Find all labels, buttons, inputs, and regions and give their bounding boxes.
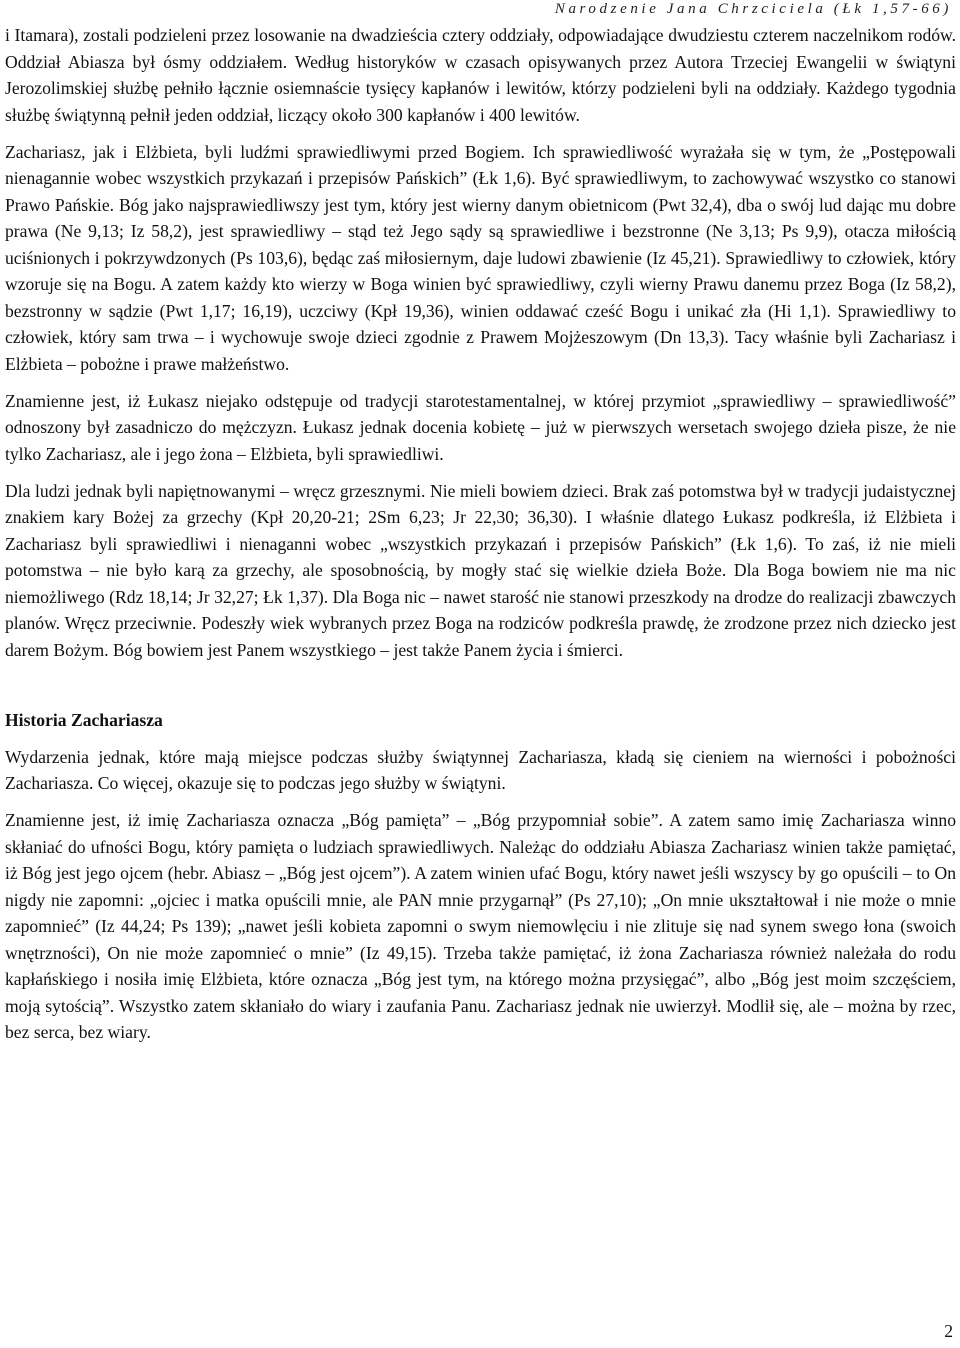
section-paragraph-1: Wydarzenia jednak, które mają miejsce podczas służby świątynnej Zachariasza, kładą się cieniem na wierności i pobożności Zachariasza. Co więcej, okazuje się to podczas jego służby w świątyni. <box>5 746 956 793</box>
running-header: Narodzenie Jana Chrzciciela (Łk 1,57-66) <box>554 1 952 17</box>
document-body <box>5 22 956 1056</box>
paragraph-1: i Itamara), zostali podzieleni przez losowanie na dwadzieścia cztery oddziały, odpowiadające dwudziestu czterem naczelnikom rodów. Oddział Abiasza był ósmy oddziałem. Według historyków w czasach opisywanych przez Autora Trzeciej Ewangelii w świątyni Jerozolimskiej służbę pełniło łącznie osiemnaście tysięcy kapłanów i lewitów, którzy podzieleni byli na oddziały. Każdego tygodnia służbę świątynną pełnił jeden oddział, liczący około 300 kapłanów i 400 lewitów. <box>5 25 956 125</box>
paragraph-4: Dla ludzi jednak byli napiętnowanymi – wręcz grzesznymi. Nie mieli bowiem dzieci. Brak zaś potomstwa był w tradycji judaistycznej znakiem kary Bożej za grzechy (Kpł 20,20-21; 2Sm 6,23; Jr 22,30; 36,30). I właśnie dlatego Łukasz podkreśla, iż Elżbieta i Zachariasz byli sprawiedliwi i nienaganni wobec „wszystkich przykazań i przepisów Pańskich” (Łk 1,6). To zaś, iż nie mieli potomstwa – nie było karą za grzechy, ale sposobnością, by mogły stać się wielkie dzieła Boże. Dla Boga bowiem nie ma nic niemożliwego (Rdz 18,14; Jr 32,27; Łk 1,37). Dla Boga nic – nawet starość nie stanowi przeszkody na drodze do realizacji zbawczych planów. Wręcz przeciwnie. Podeszły wiek wybranych przez Boga na rodziców podkreśla prawdę, że zrodzone przez nich dziecko jest darem Bożym. Bóg bowiem jest Panem wszystkiego – jest także Panem życia i śmierci. <box>5 480 956 660</box>
page-number: 2 <box>944 1321 953 1341</box>
section-paragraph-2: Znamienne jest, iż imię Zachariasza oznacza „Bóg pamięta” – „Bóg przypomniał sobie”. A zatem samo imię Zachariasza winno skłaniać do ufności Bogu, który pamięta o ludziach sprawiedliwych. Należąc do oddziału Abiasza Zachariasz winien także pamiętać, iż Bóg jest jego ojcem (hebr. Abiasz – „Bóg jest ojcem”). A zatem winien ufać Bogu, który nawet jeśli wszyscy by go opuścili – to On nigdy nie zapomni: „ojciec i matka opuścili mnie, ale PAN mnie przygarnął” (Ps 27,10); „On mnie ukształtował i nie może o mnie zapomnieć” (Iz 44,24; Ps 139); „nawet jeśli kobieta zapomni o swym niemowlęciu i nie zlituje się nad synem swego łona (swoich wnętrzności), On nie może zapomnieć o mnie” (Iz 49,15). Trzeba także pamiętać, iż żona Zachariasza również należała do rodu kapłańskiego i nosiła imię Elżbieta, które oznacza „Bóg jest tym, na którego można przysięgać”, albo „Bóg jest moim szczęściem, moją sytością”. Wszystko zatem skłaniało do wiary i zaufania Panu. Zachariasz jednak nie uwierzył. Modlił się, ale – można by rzec, bez serca, bez wiary. <box>5 810 956 1042</box>
paragraph-2: Zachariasz, jak i Elżbieta, byli ludźmi sprawiedliwymi przed Bogiem. Ich sprawiedliwość wyrażała się w tym, że „Postępowali nienagannie wobec wszystkich przykazań i przepisów Pańskich” (Łk 1,6). Być sprawiedliwym, to zachowywać wszystko co stanowi Prawo Pańskie. Bóg jako najsprawiedliwszy jest tym, który jest wierny danym obietnicom (Pwt 32,4), dba o swój lud dając mu dobre prawa (Ne 9,13; Iz 58,2), jest sprawiedliwy – stąd też Jego sądy są sprawiedliwe i bezstronne (Ne 3,13; Ps 9,9), otacza miłością uciśnionych i pokrzywdzonych (Ps 103,6), będąc zaś miłosiernym, daje ludowi zbawienie (Iz 45,21). Sprawiedliwy to człowiek, który wzoruje się na Bogu. A zatem każdy kto wierzy w Boga winien być sprawiedliwy, czyli wierny Prawu danemu przez Boga (Iz 58,2), bezstronny w sądzie (Pwt 1,17; 16,19), uczciwy (Kpł 19,36), winien oddawać cześć Bogu i unikać zła (Hi 1,1). Sprawiedliwy to człowiek, który sam trwa – i wychowuje swoje dzieci zgodnie z Prawem Mojżeszowym (Dn 13,3). Tacy właśnie byli Zachariasz i Elżbieta – pobożne i prawe małżeństwo. <box>5 141 956 374</box>
section-heading: Historia Zachariasza <box>5 710 163 730</box>
paragraph-3: Znamienne jest, iż Łukasz niejako odstępuje od tradycji starotestamentalnej, w której przymiot „sprawiedliwy – sprawiedliwość” odnoszony był zasadniczo do mężczyzn. Łukasz jednak docenia kobietę – już w pierwszych wersetach swojego dzieła pisze, że nie tylko Zachariasz, ale i jego żona – Elżbieta, byli sprawiedliwi. <box>5 390 956 464</box>
